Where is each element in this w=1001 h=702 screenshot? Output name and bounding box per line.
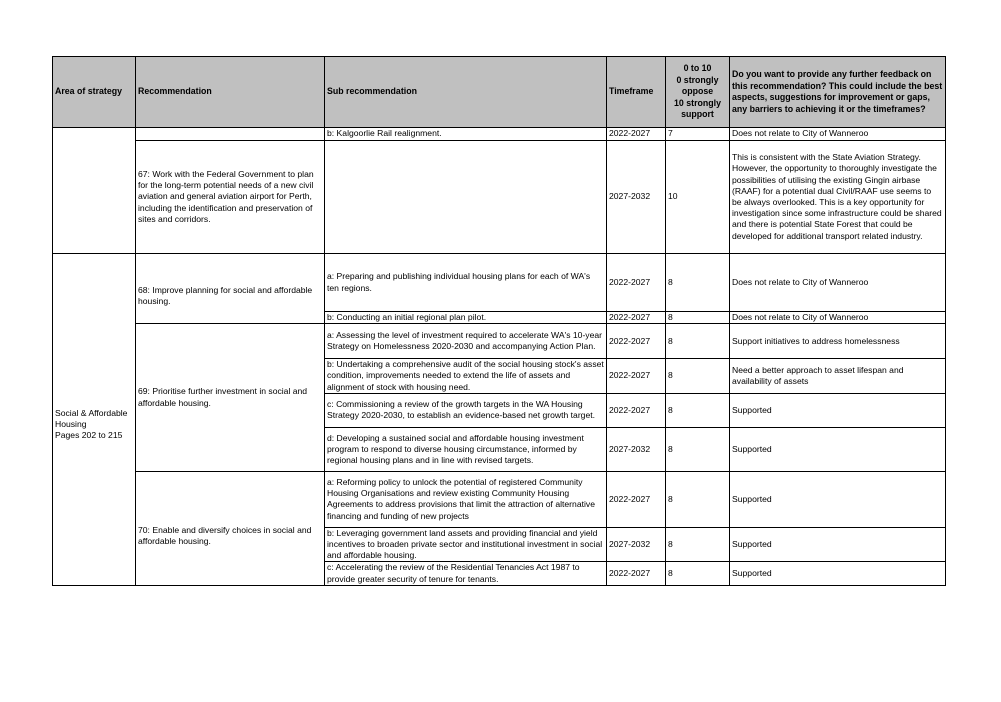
header-recommendation: Recommendation [136, 57, 325, 128]
header-area: Area of strategy [53, 57, 136, 128]
timeframe-cell: 2022-2027 [607, 359, 666, 394]
header-rating [666, 57, 730, 128]
sub-recommendation-cell [325, 141, 607, 254]
area-pages: Pages 202 to 215 [55, 430, 123, 441]
timeframe-cell: 2022-2027 [607, 128, 666, 141]
sub-recommendation-cell: b: Leveraging government land assets and providing financial and yield incentives to broaden private sector and institutional investment in social and affordable housing. [325, 527, 607, 562]
header-row [53, 57, 946, 128]
feedback-cell: Supported [730, 527, 946, 562]
score-cell: 8 [666, 254, 730, 312]
feedback-cell: Does not relate to City of Wanneroo [730, 312, 946, 324]
recommendation-68 [136, 254, 325, 324]
sub-recommendation-cell: a: Assessing the level of investment required to accelerate WA's 10-year Strategy on Homelessness 2020-2030 and accompanying Action Plan. [325, 324, 607, 359]
score-cell: 10 [666, 141, 730, 254]
recommendation-67: 67: Work with the Federal Government to plan for the long-term potential needs of a new civil aviation and general aviation airport for Perth, including the identification and preservation of sites and corridors. [136, 141, 325, 254]
header-rating-support: 10 strongly support [674, 97, 721, 120]
sub-recommendation-cell: c: Commissioning a review of the growth targets in the WA Housing Strategy 2020-2030, to establish an evidence-based net growth target. [325, 393, 607, 427]
timeframe-cell: 2022-2027 [607, 562, 666, 585]
timeframe-cell: 2027-2032 [607, 527, 666, 562]
timeframe-cell: 2022-2027 [607, 312, 666, 324]
table-row [53, 471, 946, 527]
score-cell: 8 [666, 393, 730, 427]
score-cell: 8 [666, 324, 730, 359]
feedback-cell: Does not relate to City of Wanneroo [730, 254, 946, 312]
score-cell: 8 [666, 471, 730, 527]
score-cell: 8 [666, 359, 730, 394]
feedback-cell: This is consistent with the State Aviation Strategy. However, the opportunity to thoroughly investigate the possibilities of utilising the existing Gingin airbase (RAAF) for a potential dual Civil/RAAF use seems to be always overlooked. This is a key opportunity for investigation since some infrastructure could be shared and there is potential State Forest that could be developed for additional transport related industry. [730, 141, 946, 254]
header-feedback: Do you want to provide any further feedback on this recommendation? This could include the best aspects, suggestions for improvement or gaps, any barriers to achieving it or the timeframes? [730, 57, 946, 128]
feedback-cell: Support initiatives to address homelessness [730, 324, 946, 359]
sub-recommendation-cell: b: Conducting an initial regional plan pilot. [325, 312, 607, 324]
feedback-cell: Supported [730, 393, 946, 427]
score-cell: 7 [666, 128, 730, 141]
feedback-cell: Supported [730, 562, 946, 585]
table-row [53, 324, 946, 359]
timeframe-cell: 2022-2027 [607, 324, 666, 359]
timeframe-cell: 2027-2032 [607, 427, 666, 471]
recommendation-70 [136, 471, 325, 585]
sub-recommendation-cell: d: Developing a sustained social and affordable housing investment program to respond to diverse housing circumstance, informed by regional housing plans and in line with revised targets. [325, 427, 607, 471]
header-rating-scale: 0 to 10 [683, 63, 712, 74]
score-cell: 8 [666, 427, 730, 471]
recommendation-69: 69: Prioritise further investment in social and affordable housing. [136, 324, 325, 472]
table-row [53, 128, 946, 141]
score-cell: 8 [666, 562, 730, 585]
timeframe-cell: 2022-2027 [607, 393, 666, 427]
recommendation-cell-empty [136, 128, 325, 141]
recommendation-70-text: 70: Enable and diversify choices in social and affordable housing. [138, 525, 312, 547]
feedback-cell: Does not relate to City of Wanneroo [730, 128, 946, 141]
strategy-table [52, 56, 946, 586]
score-cell: 8 [666, 312, 730, 324]
area-title: Social & Affordable Housing [55, 407, 128, 429]
sub-recommendation-cell: c: Accelerating the review of the Residential Tenancies Act 1987 to provide greater security of tenure for tenants. [325, 562, 607, 585]
header-sub-recommendation: Sub recommendation [325, 57, 607, 128]
timeframe-cell: 2027-2032 [607, 141, 666, 254]
area-social-affordable-housing [53, 254, 136, 586]
score-cell: 8 [666, 527, 730, 562]
recommendation-68-text: 68: Improve planning for social and affordable housing. [138, 284, 313, 307]
sub-recommendation-cell: b: Kalgoorlie Rail realignment. [325, 128, 607, 141]
feedback-cell: Supported [730, 427, 946, 471]
header-rating-oppose: 0 strongly oppose [676, 74, 719, 97]
area-cell-empty [53, 128, 136, 254]
timeframe-cell: 2022-2027 [607, 471, 666, 527]
feedback-cell: Supported [730, 471, 946, 527]
table-row [53, 141, 946, 254]
timeframe-cell: 2022-2027 [607, 254, 666, 312]
table-row [53, 254, 946, 312]
header-timeframe: Timeframe [607, 57, 666, 128]
sub-recommendation-cell: a: Preparing and publishing individual housing plans for each of WA's ten regions. [325, 254, 607, 312]
sub-recommendation-cell: b: Undertaking a comprehensive audit of the social housing stock's asset condition, improvements needed to extend the life of assets and alignment of stock with housing need. [325, 359, 607, 394]
feedback-cell: Need a better approach to asset lifespan and availability of assets [730, 359, 946, 394]
sub-recommendation-cell: a: Reforming policy to unlock the potential of registered Community Housing Organisations and review existing Community Housing Agreements to address provisions that limit the attraction of alternative financing and funding of new projects [325, 471, 607, 527]
